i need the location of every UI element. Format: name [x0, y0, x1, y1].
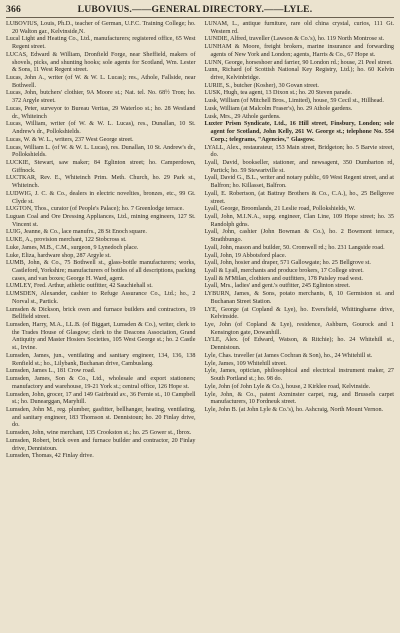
directory-entry: Lyall, John, mason and builder, 50. Cromwell rd.; ho. 231 Langside road.	[204, 244, 385, 251]
directory-entry: Lumsden, John, grocer, 17 and 149 Gairbraid av., 36 Fernie st., 10 Campbell st.; ho. Dunearggan, Maryhill.	[6, 391, 196, 406]
directory-entry: Lusk, William (of Mitchell Bros., Limited), house, 59 Cecil st., Hillhead.	[204, 98, 384, 105]
running-title: LUBOVIUS.——GENERAL DIRECTORY.——LYLE.	[77, 4, 313, 15]
directory-entry: LUCTKAR, Rev. E., Whiteinch Prim. Meth. Church, ho. 29 Park st., Whiteinch.	[6, 175, 196, 190]
directory-entry: Lumsden & Dickson, brick oven and furnace builders and contractors, 19 Bellfield street.	[6, 306, 196, 321]
directory-entry: LYLE, Alex. (of Edward, Watson, & Ritchie); ho. 24 Whitehill st., Dennistoun.	[204, 337, 394, 352]
directory-entry: Lyall, John, 19 Abbotsford place.	[204, 252, 287, 259]
page-header	[6, 4, 394, 18]
directory-entry: Lunn, Richard (of Scottish National Key Registry, Ltd.); ho. 60 Kelvin drive, Kelvinbridge.	[204, 67, 394, 82]
directory-entry: LUNAM, L., antique furniture, rare old china crystal, curios, 111 Gt. Western rd.	[204, 21, 394, 35]
directory-entry: Lumsden, John M., reg. plumber, gasfitter, bellhanger, heating, ventilating, and sanitary engineer, 183 Thomson st. Dennistoun; ho. 20 Finlay drive, do.	[6, 406, 196, 429]
directory-entry: LUMB, John, & Co., 75 Bothwell st., glass-bottle manufacturers; works, Castleford, Yorkshire; manufacturers of bottles of all descriptions, packing cases, and van boxes; George H. Ward, agent.	[6, 260, 196, 282]
directory-entry: Lyall, John, cashier (John Bowman & Co.), ho. 2 Bowmont terrace, Strathbungo.	[204, 229, 394, 244]
directory-entry: Lyall & M'Milan, clothiers and outfitters, 178 Paisley road west.	[204, 275, 363, 282]
directory-entry: Lusk, Mrs., 29 Athole gardens.	[204, 113, 281, 120]
directory-entry: Lucal Light and Heating Co., Ltd., manufacturers; registered office, 65 West Regent street.	[6, 36, 196, 51]
directory-entry: Lucas, W. & W. L., writers, 237 West George street.	[6, 136, 134, 143]
directory-entry: LUDWIG, J. C. & Co., dealers in electric novelties, bronzes, etc., 99 Gt. Clyde st.	[6, 190, 196, 205]
directory-entry: LUCKIE, Stewart, saw maker; 84 Eglinton street; ho. Camperdown, Giffnock.	[6, 159, 196, 174]
directory-entry: Lumsden, James, jun., ventilating and sanitary engineer, 134, 136, 138 Renfield st.; ho., Lilybank, Buchanan drive, Cambuslang.	[6, 352, 196, 367]
directory-entry: Lumsden, Harry, M.A., LL.B. (of Biggart, Lumsden & Co.), writer, clerk to the Trades House of Glasgow; clerk to the Deacons Association, Grand Antiquity and Master Hosiers Societies, 105 West George st.; ho. 2 Castle st., Irvine.	[6, 322, 196, 352]
page-number: 366	[6, 4, 21, 15]
directory-entry: LUMSDEN, Alexander, cashier to Refuge Assurance Co., Ltd.; ho., 2 Norval st., Partick.	[6, 291, 196, 305]
directory-entry: LYALL, Alex., restaurateur, 153 Main street, Bridgeton; ho. 5 Barvie street, do.	[204, 144, 394, 159]
directory-entry: LUMLEY, Fred. Arthur, athletic outfitter, 42 Sauchiehall st.	[6, 283, 153, 290]
directory-entry: Lyle, Chas. traveller (at James Cochran & Son), ho., 24 Whitehill st.	[204, 352, 373, 359]
directory-entry: Lyle, James, optician, philosophical and electrical instrument maker, 27 South Portland st.; ho. 98 do.	[204, 368, 394, 383]
directory-entry: Lucas, William, writer (of W. & W. L. Lucas), res., Dunallan, 10 St. Andrew's dr., Pollokshields.	[6, 121, 196, 136]
directory-columns	[6, 21, 394, 461]
directory-entry: Lye, John (of Copland & Lye), residence, Ashburn, Gourock and 1 Kensington gate, Dowanhill.	[204, 322, 394, 336]
directory-entry: LUKE, A., provision merchant, 122 Stobcross st.	[6, 237, 127, 244]
directory-entry: LYE, George (at Copland & Lye), ho. Eversfield, Whittinghame drive, Kelvinside.	[204, 306, 394, 321]
directory-entry: Luke, James, M.B., C.M., surgeon, 9 Lynedoch place.	[6, 244, 139, 251]
right-column	[205, 21, 395, 461]
directory-entry: Lyall & Lyall, merchants and produce brokers, 17 College street.	[204, 268, 364, 274]
directory-entry: LUGTON, Thos., curator (of People's Palace); ho. 7 Greenlodge terrace.	[6, 206, 184, 213]
directory-entry: Lumsden, Robert, brick oven and furnace builder and contractor, 20 Finlay drive, Dennistoun.	[6, 437, 196, 452]
directory-entry: Lyall, Mrs., ladies' and gent.'s outfitter, 245 Eglinton street.	[204, 283, 351, 290]
directory-entry: Lucas, William L. (of W. & W. L. Lucas), res. Dunallan, 10 St. Andrew's dr., Pollokshields.	[6, 144, 196, 159]
directory-entry: LUNN, George, horseshoer and farrier, 90 London rd.; house, 21 Peel street.	[204, 59, 393, 66]
directory-entry: LUSK, Hugh, tea agent, 13 Dixon st.; ho. 20 Steven parade.	[204, 90, 352, 97]
directory-entry: Luxter Prism Syndicate, Ltd., 16 Hill street, Finsbury, London; sole agent for Scotland, John Kelly, 261 W. George st.; telephone No. 554 Corp.; telegrams, "Agencies," Glasgow.	[204, 121, 394, 143]
directory-entry: Lyall, David G., B.L., writer and notary public, 69 West Regent street, and at Balfron; ho. Killasset, Balfron.	[204, 175, 394, 190]
directory-entry: Lyall, John, M.I.N.A., supg. engineer, Clan Line, 109 Hope street; ho. 35 Randolph gdns.	[204, 213, 394, 228]
directory-entry: LUNDIE, Alfred, traveller (Lawson & Co.'s), ho. 119 North Montrose st.	[204, 36, 385, 43]
directory-entry: Lumsden, Thomas, 42 Finlay drive.	[6, 453, 94, 460]
directory-entry: Lucas, John, butchers' clothier, 9A Moore st.; Nat. tel. No. 68½ Tron; ho. 372 Argyle street.	[6, 90, 196, 105]
directory-entry: Lumsden, James L., 181 Crow road.	[6, 368, 96, 375]
directory-entry: Lyle, John (of John Lyle & Co.), house, 2 Kirklee road, Kelvinside.	[204, 383, 371, 390]
directory-entry: Lyle, James, 109 Whitehill street.	[204, 360, 287, 367]
directory-entry: Lyle, John, & Co., patent Axminster carpet, rug, and Brussels carpet manufacturers, 10 Fordneuk street.	[204, 391, 394, 406]
directory-entry: Luke, Eliza, hardware shop, 287 Argyle st.	[6, 252, 111, 259]
directory-entry: Lucas, John A., writer (of W. & W. L. Lucas); res., Athole, Fallside, near Bothwell.	[6, 75, 196, 89]
left-column	[6, 21, 196, 461]
directory-entry: LYBURN, James, & Sons, potato merchants, 8, 10 Germiston st. and Buchanan Street Station.	[204, 291, 394, 305]
directory-entry: LUBOVIUS, Louis, Ph.D., teacher of German, U.F.C. Training College; ho. 20 Walton gar., Kelvinside,N.	[6, 21, 196, 35]
directory-entry: Lyall, George, Broomlands, 21 Leslie road, Pollokshields, W.	[204, 206, 356, 213]
directory-entry: Lyall, E. Robertson, (at Battray Brothers & Co., C.A.), ho., 25 Bellgrove street.	[204, 190, 394, 205]
directory-entry: LURIE, S., butcher (Kosher), 30 Govan street.	[204, 82, 319, 89]
directory-entry: Lusk, William (at Malcolm Fraser's), ho. 29 Athole gardens.	[204, 105, 353, 112]
directory-entry: LUNHAM & Moore, freight brokers, marine insurance and forwarding agents of New York and London; agents, Harris & Co., 67 Hope st.	[204, 44, 394, 58]
directory-entry: Lyall, John, hosier and draper, 571 Gallowgate; ho. 25 Bellgrove st.	[204, 260, 371, 267]
directory-entry: Lyall, David, bookseller, stationer, and newsagent, 350 Dumbarton rd, Partick; ho. 59 Stewartville st.	[204, 159, 394, 174]
directory-entry: Lucas, Peter, surveyor to Bureau Veritas, 29 Waterloo st.; ho. 28 Westland dr., Whiteinch	[6, 105, 196, 120]
directory-entry: Lyle, John B. (at John Lyle & Co.'s), ho. Ashcraig, North Mount Vernon.	[204, 406, 384, 413]
directory-entry: Lumsden, John, wine merchant, 135 Crookston st.; ho. 25 Gower st., Ibrox.	[6, 430, 192, 437]
directory-entry: Luguan Coal and Ore Dressing Appliances, Ltd., mining engineers, 127 St. Vincent st.	[6, 213, 196, 228]
directory-entry: LUIG, Jeanne, & Co., lace manufrs., 28 St Enoch square.	[6, 229, 147, 236]
directory-entry: Lumsden, James, Son & Co., Ltd., wholesale and export stationers; manufactory and warehouse, 19-21 York st.; central office, 126 Hope st.	[6, 376, 196, 390]
directory-entry: LUCAS, Edward & William, Dronfield Forge, near Sheffield, makers of shovels, picks, and shunting hooks; sole agents for Scotland, Wm. Lester & Sons, 11 West Regent street.	[6, 51, 196, 74]
